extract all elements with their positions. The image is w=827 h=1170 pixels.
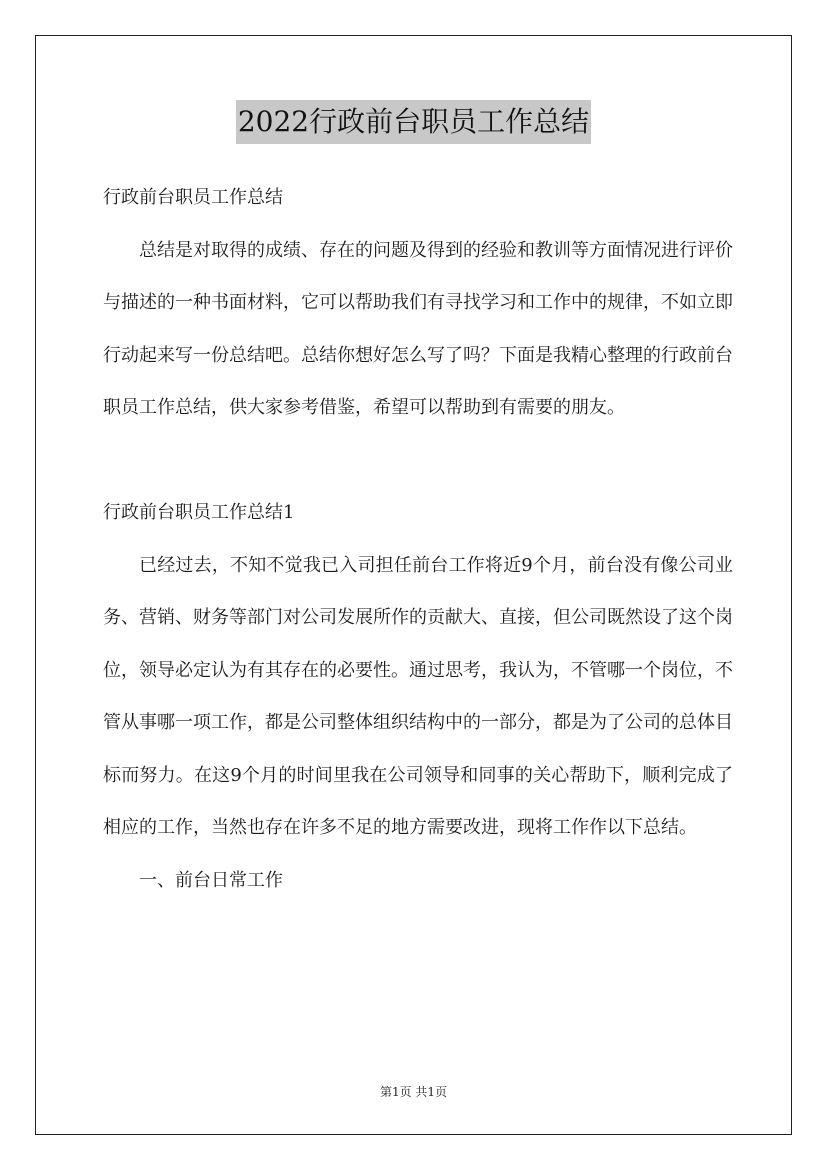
section-body-paragraph: 已经过去，不知不觉我已入司担任前台工作将近9个月，前台没有像公司业务、营销、财务等部门对公司发展所作的贡献大、直接，但公司既然设了这个岗位，领导必定认为有其存在的必要性。通过思考，我认为，不管哪一个岗位，不管从事哪一项工作，都是公司整体组织结构中的一部分，都是为了公司的总体目标而努力。在这9个月的时间里我在公司领导和同事的关心帮助下，顺利完成了相应的工作，当然也存在许多不足的地方需要改进，现将工作作以下总结。 — [103, 554, 733, 838]
document-subtitle: 行政前台职员工作总结 — [103, 187, 283, 208]
title-container — [0, 100, 827, 144]
intro-paragraph: 总结是对取得的成绩、存在的问题及得到的经验和教训等方面情况进行评价与描述的一种书面材料，它可以帮助我们有寻找学习和工作中的规律，不如立即行动起来写一份总结吧。总结你想好怎么写了吗？下面是我精心整理的行政前台职员工作总结，供大家参考借鉴，希望可以帮助到有需要的朋友。 — [103, 239, 733, 418]
page-footer: 第1页 共1页 — [379, 1085, 448, 1099]
paragraph-spacer — [103, 435, 733, 488]
document-body — [103, 172, 733, 907]
section-heading: 行政前台职员工作总结1 — [103, 502, 295, 523]
subheading: 一、前台日常工作 — [139, 869, 283, 891]
document-title: 2022行政前台职员工作总结 — [236, 100, 591, 144]
